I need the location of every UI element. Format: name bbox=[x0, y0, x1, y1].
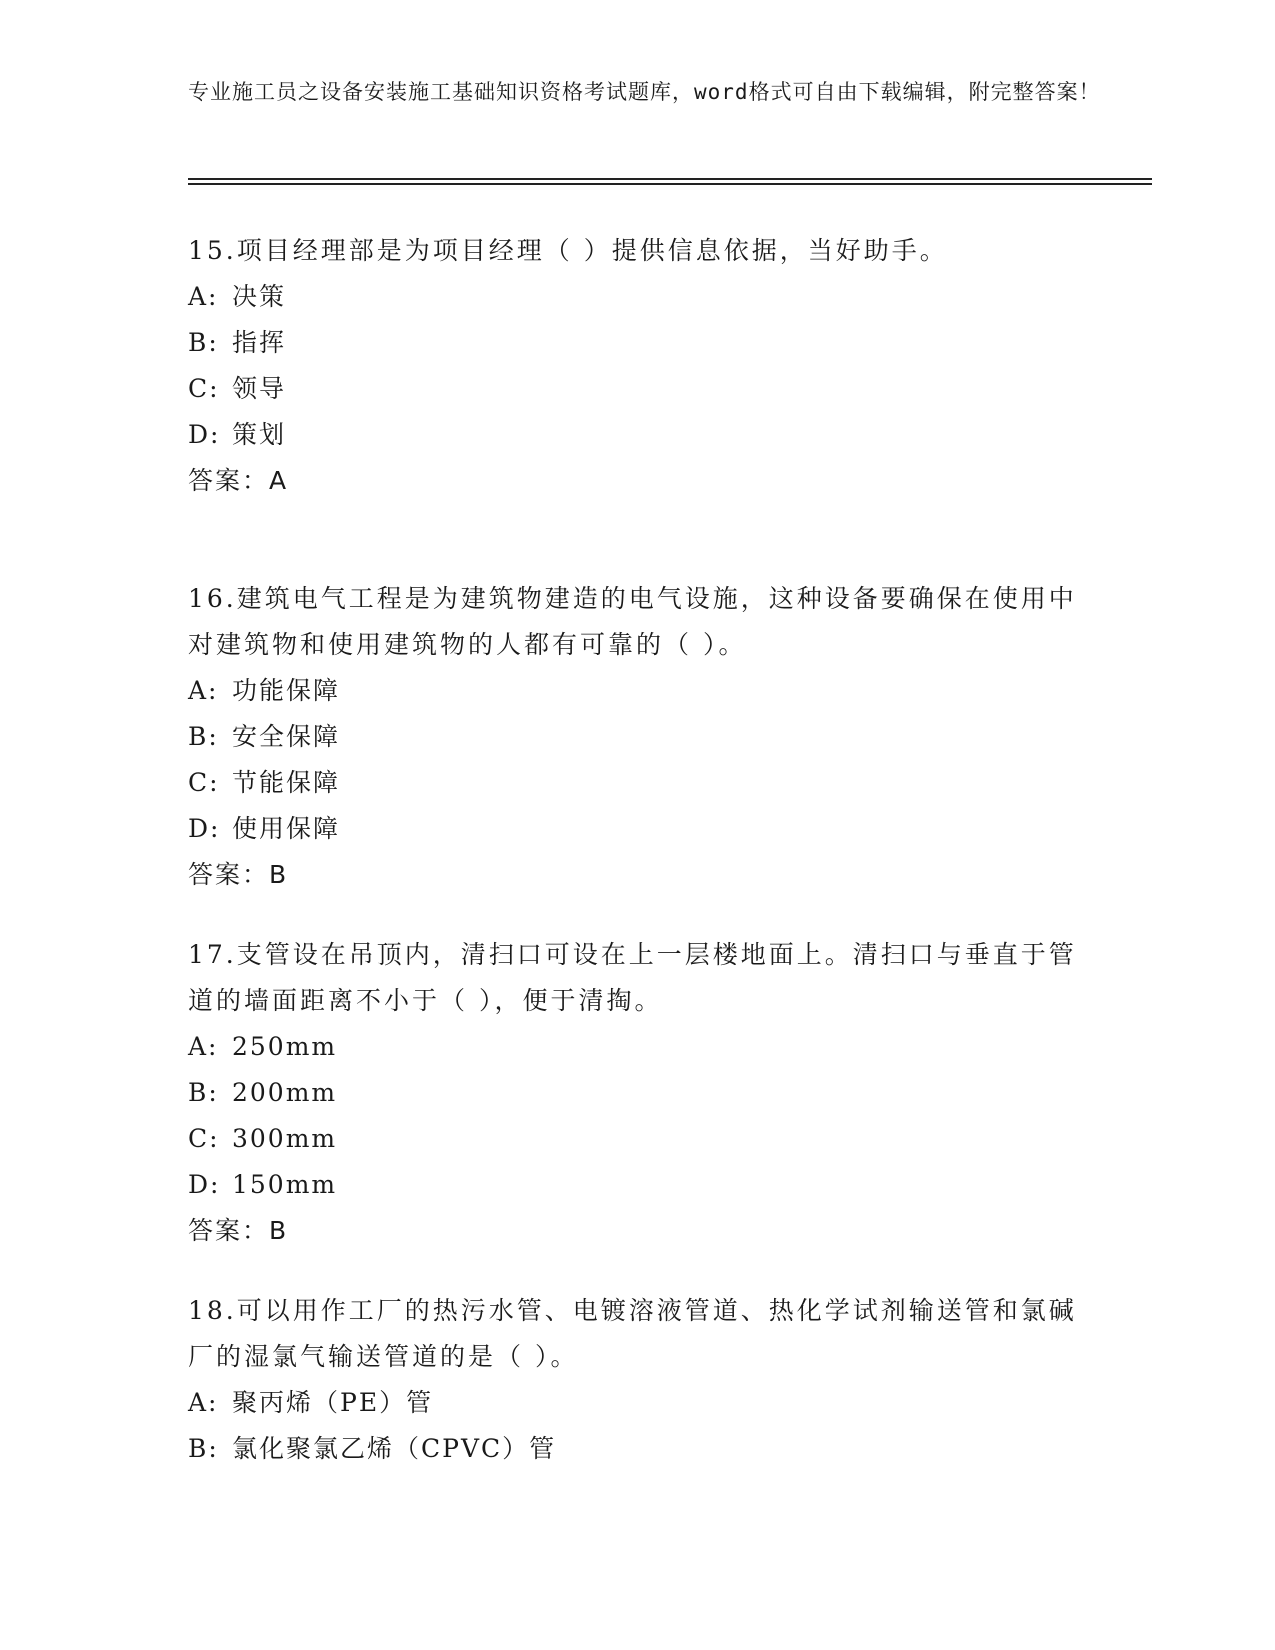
option-key: A: bbox=[188, 282, 219, 311]
option-text: 聚丙烯（PE）管 bbox=[232, 1388, 434, 1417]
option-text: 决策 bbox=[232, 282, 287, 311]
question-number: 16. bbox=[188, 584, 237, 613]
header-divider-bottom bbox=[188, 183, 1152, 185]
answer-line: 答案：B bbox=[188, 1216, 289, 1245]
option-key: D: bbox=[188, 814, 221, 843]
option-text: 300mm bbox=[232, 1124, 338, 1153]
option-key: B: bbox=[188, 1078, 219, 1107]
option-d bbox=[188, 806, 1088, 852]
option-text: 策划 bbox=[232, 420, 287, 449]
option-key: D: bbox=[188, 420, 221, 449]
option-a bbox=[188, 1380, 1088, 1426]
option-key: B: bbox=[188, 328, 219, 357]
option-c bbox=[188, 366, 1088, 412]
option-c bbox=[188, 760, 1088, 806]
option-key: C: bbox=[188, 768, 220, 797]
option-key: A: bbox=[188, 1032, 219, 1061]
option-a bbox=[188, 668, 1088, 714]
option-b bbox=[188, 714, 1088, 760]
question-text: 18.可以用作工厂的热污水管、电镀溶液管道、热化学试剂输送管和氯碱厂的湿氯气输送管道的是（ ）。 bbox=[188, 1296, 1077, 1371]
question-number: 18. bbox=[188, 1296, 237, 1325]
option-key: A: bbox=[188, 1388, 219, 1417]
option-text: 领导 bbox=[232, 374, 287, 403]
option-text: 150mm bbox=[232, 1170, 338, 1199]
answer-line: 答案：B bbox=[188, 860, 289, 889]
option-a bbox=[188, 1024, 1088, 1070]
option-key: D: bbox=[188, 1170, 221, 1199]
header-title: 专业施工员之设备安装施工基础知识资格考试题库，word格式可自由下载编辑，附完整答案！ bbox=[188, 80, 1101, 104]
option-c bbox=[188, 1116, 1088, 1162]
option-text: 安全保障 bbox=[232, 722, 341, 751]
question-17 bbox=[188, 932, 1088, 1254]
option-d bbox=[188, 412, 1088, 458]
question-text: 15.项目经理部是为项目经理（ ）提供信息依据，当好助手。 bbox=[188, 236, 948, 265]
document-header bbox=[188, 76, 1108, 108]
question-number: 17. bbox=[188, 940, 237, 969]
question-18 bbox=[188, 1288, 1088, 1472]
option-key: B: bbox=[188, 722, 219, 751]
option-key: C: bbox=[188, 374, 220, 403]
answer-line: 答案：A bbox=[188, 466, 289, 495]
option-text: 氯化聚氯乙烯（CPVC）管 bbox=[232, 1434, 557, 1463]
header-divider-top bbox=[188, 178, 1152, 180]
question-number: 15. bbox=[188, 236, 237, 265]
question-text: 16.建筑电气工程是为建筑物建造的电气设施，这种设备要确保在使用中对建筑物和使用建筑物的人都有可靠的（ ）。 bbox=[188, 584, 1077, 659]
option-d bbox=[188, 1162, 1088, 1208]
option-text: 功能保障 bbox=[232, 676, 341, 705]
option-b bbox=[188, 1070, 1088, 1116]
option-key: C: bbox=[188, 1124, 220, 1153]
option-text: 使用保障 bbox=[232, 814, 341, 843]
option-key: A: bbox=[188, 676, 219, 705]
question-15 bbox=[188, 228, 1088, 504]
question-text: 17.支管设在吊顶内，清扫口可设在上一层楼地面上。清扫口与垂直于管道的墙面距离不小于（ ），便于清掏。 bbox=[188, 940, 1077, 1015]
option-a bbox=[188, 274, 1088, 320]
option-text: 节能保障 bbox=[232, 768, 341, 797]
option-text: 250mm bbox=[232, 1032, 338, 1061]
option-b bbox=[188, 1426, 1088, 1472]
option-key: B: bbox=[188, 1434, 219, 1463]
option-b bbox=[188, 320, 1088, 366]
question-16 bbox=[188, 576, 1088, 898]
option-text: 指挥 bbox=[232, 328, 287, 357]
option-text: 200mm bbox=[232, 1078, 338, 1107]
